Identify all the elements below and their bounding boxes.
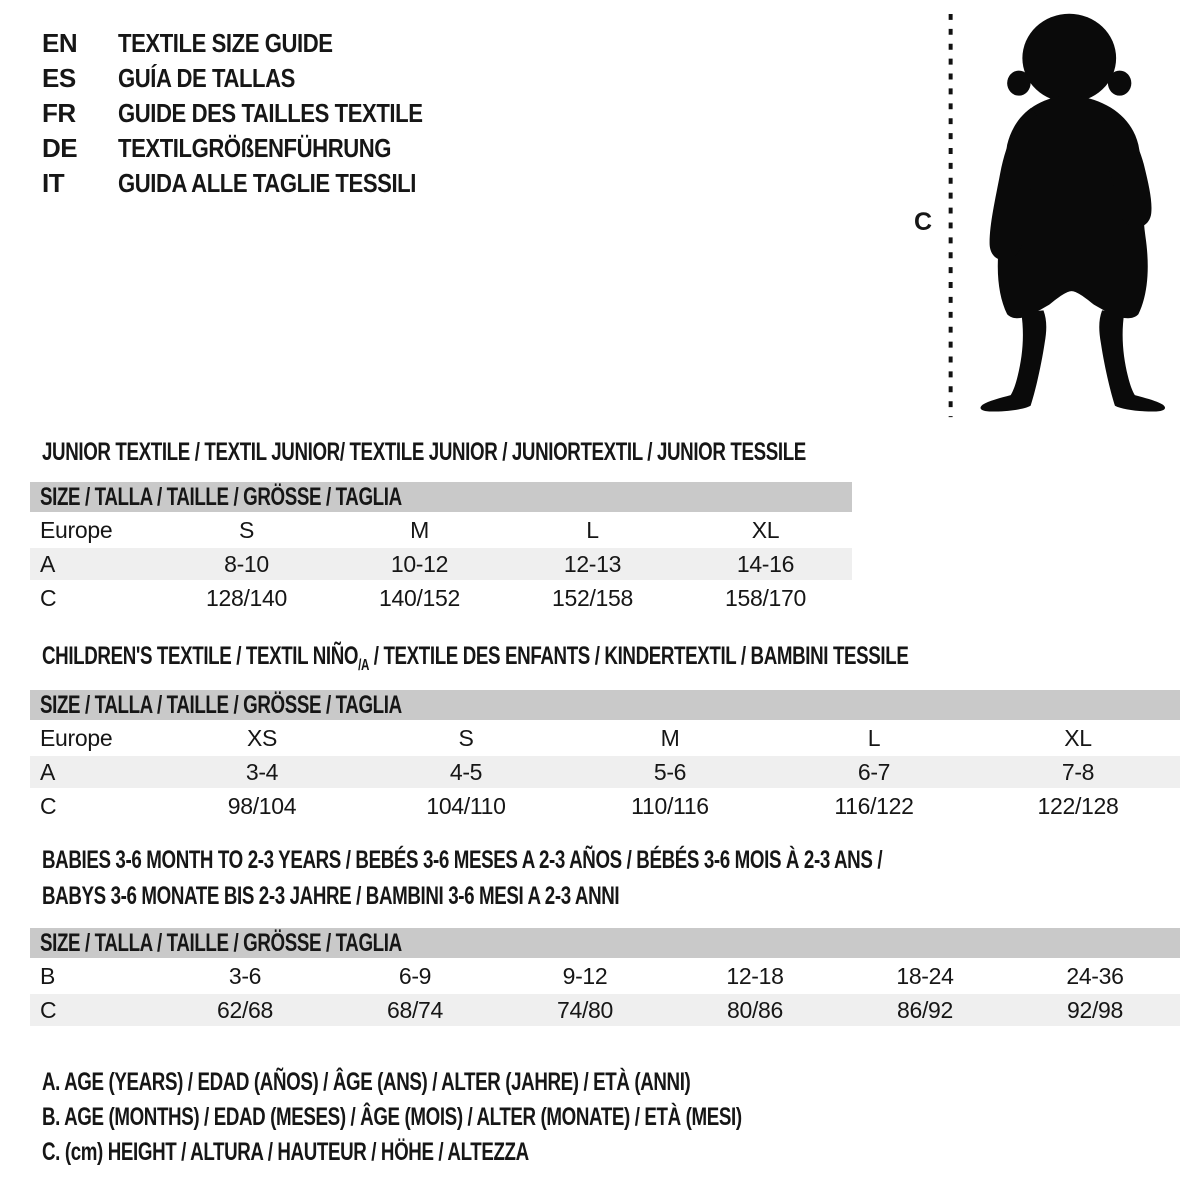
legend-line-age-years [42, 1068, 907, 1097]
children-row-age [30, 756, 1180, 788]
junior-row-age [30, 548, 852, 580]
language-code: ES [42, 63, 76, 93]
children-title-suffix: / TEXTILE DES ENFANTS / KINDERTEXTIL / BAMBINI TESSILE [368, 642, 909, 670]
guide-title-it: GUIDA ALLE TAGLIE TESSILI [118, 168, 416, 198]
height-cell: 158/170 [724, 584, 807, 611]
babies-size-table [30, 928, 1180, 1026]
babies-row-months [30, 960, 1180, 992]
height-cell: 62/68 [216, 996, 274, 1023]
junior-size-table [30, 482, 852, 614]
size-header-label: SIZE / TALLA / TAILLE / GRÖSSE / TAGLIA [40, 482, 402, 511]
children-section-title-text [42, 642, 908, 680]
height-cell: 92/98 [1066, 996, 1124, 1023]
language-code: IT [42, 168, 65, 198]
size-cell: XL [1064, 724, 1092, 751]
age-cell: 3-4 [245, 758, 279, 785]
months-cell: 24-36 [1066, 962, 1124, 989]
guide-title-de: TEXTILGRÖßENFÜHRUNG [118, 133, 392, 163]
babies-section-title-line1 [42, 846, 1162, 874]
height-cell: 128/140 [205, 584, 288, 611]
language-row-de [42, 131, 476, 166]
babies-section-title-line2-text: BABYS 3-6 MONATE BIS 2-3 JAHRE / BAMBINI 3-6 MESI A 2-3 ANNI [42, 882, 620, 910]
legend-line-height-cm [42, 1138, 691, 1167]
babies-section-title-line2 [42, 882, 812, 910]
height-cell: 140/152 [378, 584, 461, 611]
row-label: A [40, 550, 56, 577]
height-cell: 86/92 [896, 996, 954, 1023]
height-dimension-label: C [914, 208, 933, 236]
age-cell: 14-16 [736, 550, 795, 577]
language-title-list [42, 26, 476, 201]
row-label: C [40, 996, 57, 1023]
height-cell: 98/104 [227, 792, 297, 819]
height-cell: 68/74 [386, 996, 444, 1023]
children-title-subscript: /A [358, 657, 369, 674]
legend-line-age-months [42, 1103, 975, 1132]
children-row-height [30, 790, 1180, 822]
months-cell: 3-6 [228, 962, 262, 989]
row-label: Europe [40, 516, 113, 543]
junior-row-europe [30, 514, 852, 546]
height-cell: 74/80 [556, 996, 614, 1023]
age-cell: 8-10 [224, 550, 269, 577]
babies-row-height [30, 994, 1180, 1026]
age-cell: 12-13 [563, 550, 622, 577]
guide-title-fr: GUIDE DES TAILLES TEXTILE [118, 98, 423, 128]
guide-title-en: TEXTILE SIZE GUIDE [118, 28, 333, 58]
height-cell: 80/86 [726, 996, 784, 1023]
row-label: C [40, 792, 57, 819]
children-row-europe [30, 722, 1180, 754]
children-size-table [30, 690, 1180, 822]
junior-row-height [30, 582, 852, 614]
language-code: EN [42, 28, 78, 58]
months-cell: 9-12 [562, 962, 608, 989]
children-size-header-bar [30, 690, 1180, 720]
size-cell: S [238, 516, 255, 543]
size-cell: L [867, 724, 881, 751]
height-cell: 122/128 [1037, 792, 1119, 819]
height-cell: 104/110 [426, 792, 506, 819]
height-cell: 116/122 [834, 792, 914, 819]
height-measure-figure [900, 8, 1180, 428]
row-label: A [40, 758, 56, 785]
size-cell: XL [751, 516, 780, 543]
language-row-es [42, 61, 476, 96]
size-cell: L [586, 516, 599, 543]
age-cell: 5-6 [653, 758, 687, 785]
legend-line-height-cm-text: C. (cm) HEIGHT / ALTURA / HAUTEUR / HÖHE / ALTEZZA [42, 1138, 529, 1166]
months-cell: 18-24 [896, 962, 954, 989]
children-title-prefix: CHILDREN'S TEXTILE / TEXTIL NIÑO [42, 642, 359, 670]
size-cell: XS [246, 724, 278, 751]
age-cell: 10-12 [390, 550, 449, 577]
babies-size-header-bar [30, 928, 1180, 958]
guide-title-es: GUÍA DE TALLAS [118, 63, 295, 93]
language-row-en [42, 26, 476, 61]
age-cell: 4-5 [449, 758, 483, 785]
months-cell: 6-9 [398, 962, 432, 989]
size-cell: M [410, 516, 429, 543]
toddler-silhouette-icon [900, 8, 1180, 428]
junior-section-title-text: JUNIOR TEXTILE / TEXTIL JUNIOR/ TEXTILE JUNIOR / JUNIORTEXTIL / JUNIOR TESSILE [42, 438, 806, 466]
legend-line-age-months-text: B. AGE (MONTHS) / EDAD (MESES) / ÂGE (MOIS) / ALTER (MONATE) / ETÀ (MESI) [42, 1103, 742, 1131]
size-cell: S [458, 724, 474, 751]
size-cell: M [660, 724, 680, 751]
height-cell: 110/116 [631, 792, 709, 819]
size-header-label: SIZE / TALLA / TAILLE / GRÖSSE / TAGLIA [40, 690, 402, 719]
language-code: DE [42, 133, 78, 163]
row-label: Europe [40, 724, 113, 751]
junior-section-title [42, 438, 1061, 466]
junior-size-header-bar [30, 482, 852, 512]
age-cell: 6-7 [857, 758, 891, 785]
legend-line-age-years-text: A. AGE (YEARS) / EDAD (AÑOS) / ÂGE (ANS) / ALTER (JAHRE) / ETÀ (ANNI) [42, 1068, 691, 1096]
row-label: C [40, 584, 57, 611]
months-cell: 12-18 [726, 962, 784, 989]
babies-section-title-line1-text: BABIES 3-6 MONTH TO 2-3 YEARS / BEBÉS 3-6 MESES A 2-3 AÑOS / BÉBÉS 3-6 MOIS À 2-3 ANS / [42, 846, 883, 874]
language-row-it [42, 166, 476, 201]
row-label: B [40, 962, 56, 989]
language-code: FR [42, 98, 76, 128]
age-cell: 7-8 [1061, 758, 1095, 785]
height-cell: 152/158 [551, 584, 634, 611]
size-header-label: SIZE / TALLA / TAILLE / GRÖSSE / TAGLIA [40, 928, 402, 957]
children-section-title [42, 642, 1197, 680]
language-row-fr [42, 96, 476, 131]
